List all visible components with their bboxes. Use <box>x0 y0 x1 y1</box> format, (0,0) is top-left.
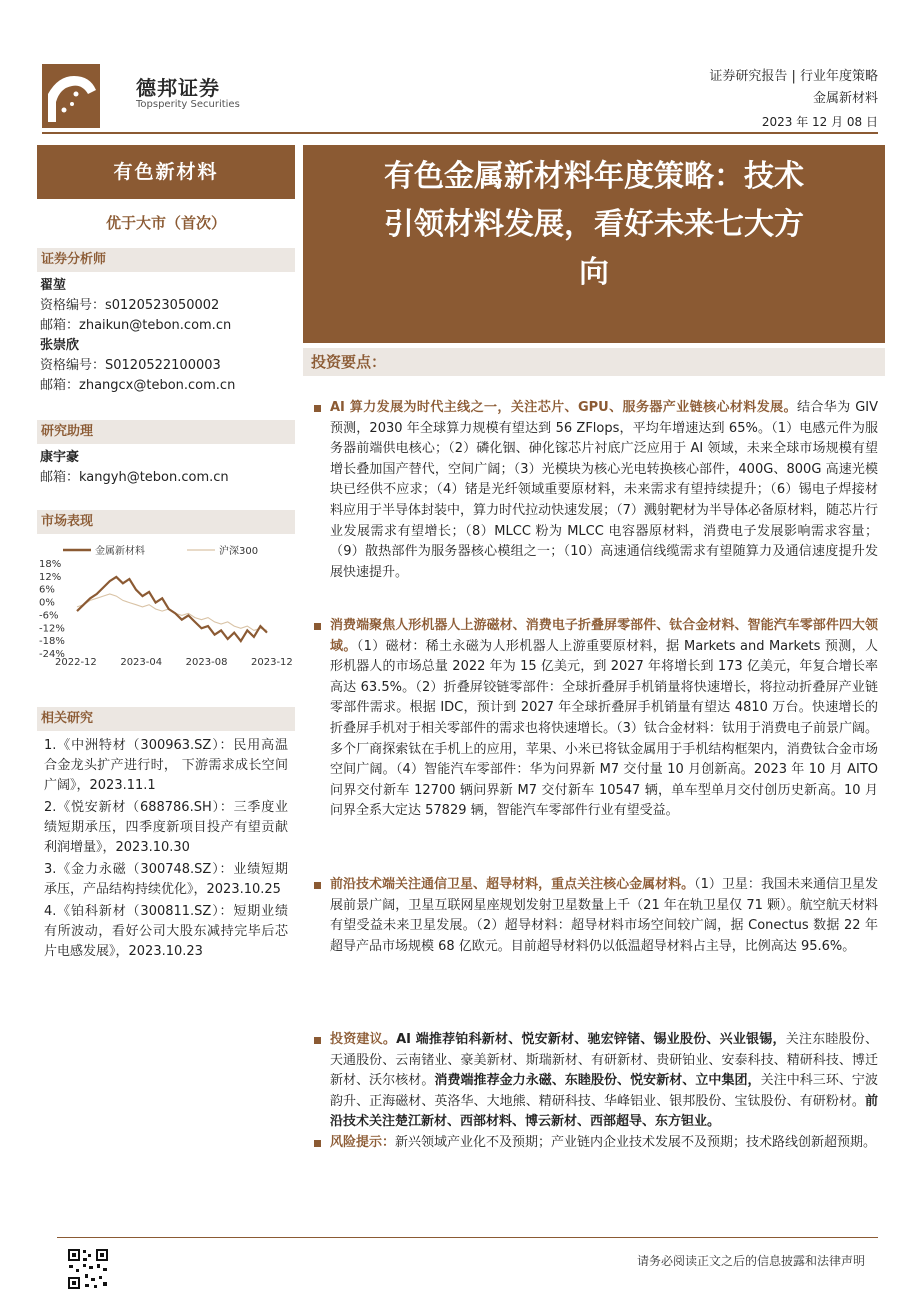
bullet-marker-icon <box>314 1140 321 1147</box>
bullet-body: 关注中科三环、宁波韵升、正海磁材、英洛华、大地熊、精研科技、华峰铝业、银邦股份、宝钛股份、有研粉材。 <box>330 1073 878 1109</box>
bullet-body: 新兴领域产业化不及预期；产业链内企业技术发展不及预期；技术路线创新超预期。 <box>395 1135 877 1150</box>
bullet-invest <box>314 1030 878 1133</box>
bullet-risk <box>314 1133 878 1154</box>
bullet-strong: 消费端推荐金力永磁、东睦股份、悦安新材、立中集团， <box>434 1073 761 1089</box>
y-tick-label: -18% <box>39 636 65 648</box>
header-divider <box>42 132 878 134</box>
bullet-body: 结合华为 GIV 预测，2030 年全球算力规模有望达到 56 ZFlops，平均年增速达到 65%。（1）电感元件为服务器前端供电核心；（2）磷化铟、砷化镓芯片衬底广泛应用于 AI 领域，未来全球市场规模有望增长叠加国产替代，空间广阔；（3）光模块为核心光电转换核心部件，400G、800G 高速光模块已经供不应求；（4）锗是光纤领域重要原材料，未来需求有望持续提升；（6）锡电子焊接材料应用于半导体封装中，算力时代拉动快速发展；（7）溅射靶材为半导体必备原材料，随芯片行业发展需求有望增长；（8）MLCC 粉为 MLCC 电容器原材料，消费电子发展影响需求容量；（9）散热部件为服务器核心模组之一；（10）高速通信线缆需求有望随算力及通信速度提升发展快速提升。 <box>330 400 878 580</box>
report-date: 2023 年 12 月 08 日 <box>761 115 878 129</box>
y-tick-label: -12% <box>39 623 65 635</box>
bullet-ai <box>314 398 878 583</box>
assistant-email[interactable]: 邮箱：kangyh@tebon.com.cn <box>40 470 229 485</box>
analyst-list <box>40 276 292 396</box>
bullet-strong: AI 端推荐铂科新材、悦安新材、驰宏锌锗、锡业股份、兴业银锡， <box>396 1032 786 1047</box>
points-heading: 投资要点： <box>303 348 885 376</box>
related-item[interactable]: 4.《铂科新材（300811.SZ）：短期业绩有所波动，看好公司大股东减持完毕后芯片电感发展》，2023.10.23 <box>44 904 288 959</box>
analyst-email[interactable]: 邮箱：zhangcx@tebon.com.cn <box>40 378 236 393</box>
analyst-name: 翟堃 <box>40 278 67 293</box>
analyst-cert: 资格编号：s0120523050002 <box>40 298 220 313</box>
bullet-consumer <box>314 616 878 822</box>
footer-disclaimer: 请务必阅读正文之后的信息披露和法律声明 <box>636 1254 865 1268</box>
related-list <box>44 736 288 962</box>
assistant-name: 康宇豪 <box>40 450 80 465</box>
related-heading: 相关研究 <box>37 707 295 731</box>
series-line <box>77 577 267 641</box>
analyst-cert: 资格编号：S0120522100003 <box>40 358 221 373</box>
bullet-lead: 前沿技术端关注通信卫星、超导材料，重点关注核心金属材料。 <box>330 877 695 892</box>
title-line: 引领材料发展，看好未来七大方 <box>384 207 804 242</box>
bullet-body: （1）卫星：我国未来通信卫星发展前景广阔，卫星互联网星座规划发射卫星数量上千（21 年在轨卫星仅 71 颗）。航空航天材料有望受益未来卫星发展。（2）超导材料：超导材料市场空间较广阔，据 Conectus 数据 22 年超导产品市场规模 68 亿欧元。目前超导材料仍以低温超导材料占主导，比例高达 95.6%。 <box>330 877 878 954</box>
y-tick-label: -6% <box>39 610 59 622</box>
legend-label: 沪深300 <box>219 546 259 557</box>
bullet-marker-icon <box>314 623 321 630</box>
report-sector: 金属新材料 <box>812 91 878 106</box>
analyst-email[interactable]: 邮箱：zhaikun@tebon.com.cn <box>40 318 232 333</box>
related-item[interactable]: 2.《悦安新材（688786.SH）：三季度业绩短期承压，四季度新项目投产有望贡献利润增量》，2023.10.30 <box>44 800 288 855</box>
bullet-body: （1）磁材：稀土永磁为人形机器人上游重要原材料，据 Markets and Markets 预测，人形机器人的市场总量 2022 年为 15 亿美元，到 2027 年将增长到 173 亿美元，年复合增长率高达 63.5%。（2）折叠屏铰链零部件：全球折叠屏手机销量将快速增长，将拉动折叠屏产业链零部件需求。根据 IDC，预计到 2027 年全球折叠屏手机销量有望达 4810 万台。快速增长的折叠屏手机对于相关零部件的需求也将快速增长。（3）钛合金材料：钛用于消费电子前景广阔。多个厂商探索钛在手机上的应用，苹果、小米已将钛金属用于手机结构框架内，消费钛合金市场空间广阔。（4）智能汽车零部件：华为问界新 M7 交付量 10 月创新高。2023 年 10 月 AITO 问界交付新车 12700 辆问界新 M7 交付新车 10547 辆，单车型单月交付创历史新高。10 月问界全系大定达 57829 辆，智能汽车零部件行业有望受益。 <box>330 638 878 819</box>
market-chart <box>37 538 295 668</box>
bullet-marker-icon <box>314 1037 321 1044</box>
title-line: 有色金属新材料年度策略：技术 <box>384 159 804 194</box>
report-title <box>303 145 885 343</box>
analyst-heading: 证券分析师 <box>37 248 295 272</box>
y-tick-label: 18% <box>39 559 62 570</box>
x-tick-label: 2023-04 <box>120 657 163 668</box>
related-item[interactable]: 1.《中洲特材（300963.SZ）：民用高温合金龙头扩产进行时， 下游需求成长空间广阔》，2023.11.1 <box>44 738 288 793</box>
bullet-lead: 消费端聚焦人形机器人上游磁材、消费电子折叠屏零部件、钛合金材料、智能汽车零部件四大领域。 <box>330 618 878 654</box>
x-tick-label: 2023-12 <box>251 657 293 668</box>
bullet-marker-icon <box>314 882 321 889</box>
logo-icon <box>42 64 100 128</box>
assistant-heading: 研究助理 <box>37 420 295 444</box>
x-tick-label: 2023-08 <box>185 657 228 668</box>
bullet-marker-icon <box>314 405 321 412</box>
industry-band: 有色新材料 <box>37 145 295 199</box>
rating: 优于大市（首次） <box>105 214 226 232</box>
related-item[interactable]: 3.《金力永磁（300748.SZ）：业绩短期承压，产品结构持续优化》，2023.10.25 <box>44 862 288 897</box>
report-type: 证券研究报告 | 行业年度策略 <box>709 69 878 84</box>
logo-english: Topsperity Securities <box>136 99 240 110</box>
analyst-name: 张崇欣 <box>40 338 80 353</box>
bullet-frontier <box>314 875 878 957</box>
legend-label: 金属新材料 <box>95 546 145 557</box>
bullet-body: 关注东睦股份、天通股份、云南锗业、豪美新材、斯瑞新材、有研新材、贵研铂业、安泰科技、精研科技、博迁新材、沃尔核材。 <box>330 1032 878 1089</box>
y-tick-label: 6% <box>39 584 55 596</box>
qr-code-icon <box>67 1248 109 1290</box>
y-tick-label: 0% <box>39 597 55 609</box>
market-heading: 市场表现 <box>37 510 295 534</box>
footer-divider <box>57 1237 878 1238</box>
bullet-lead: 投资建议。 <box>330 1032 397 1047</box>
y-tick-label: 12% <box>39 571 62 583</box>
bullet-strong: 前沿技术关注楚江新材、西部材料、博云新材、西部超导、东方钽业。 <box>330 1093 878 1130</box>
logo-name: 德邦证券 <box>136 76 220 100</box>
bullet-lead: 风险提示： <box>330 1135 396 1150</box>
y-tick-label: -24% <box>39 649 65 660</box>
bullet-lead: AI 算力发展为时代主线之一，关注芯片、GPU、服务器产业链核心材料发展。 <box>330 400 797 415</box>
title-line: 向 <box>579 255 609 290</box>
assistant-info <box>40 448 292 488</box>
x-tick-label: 2022-12 <box>55 657 97 668</box>
